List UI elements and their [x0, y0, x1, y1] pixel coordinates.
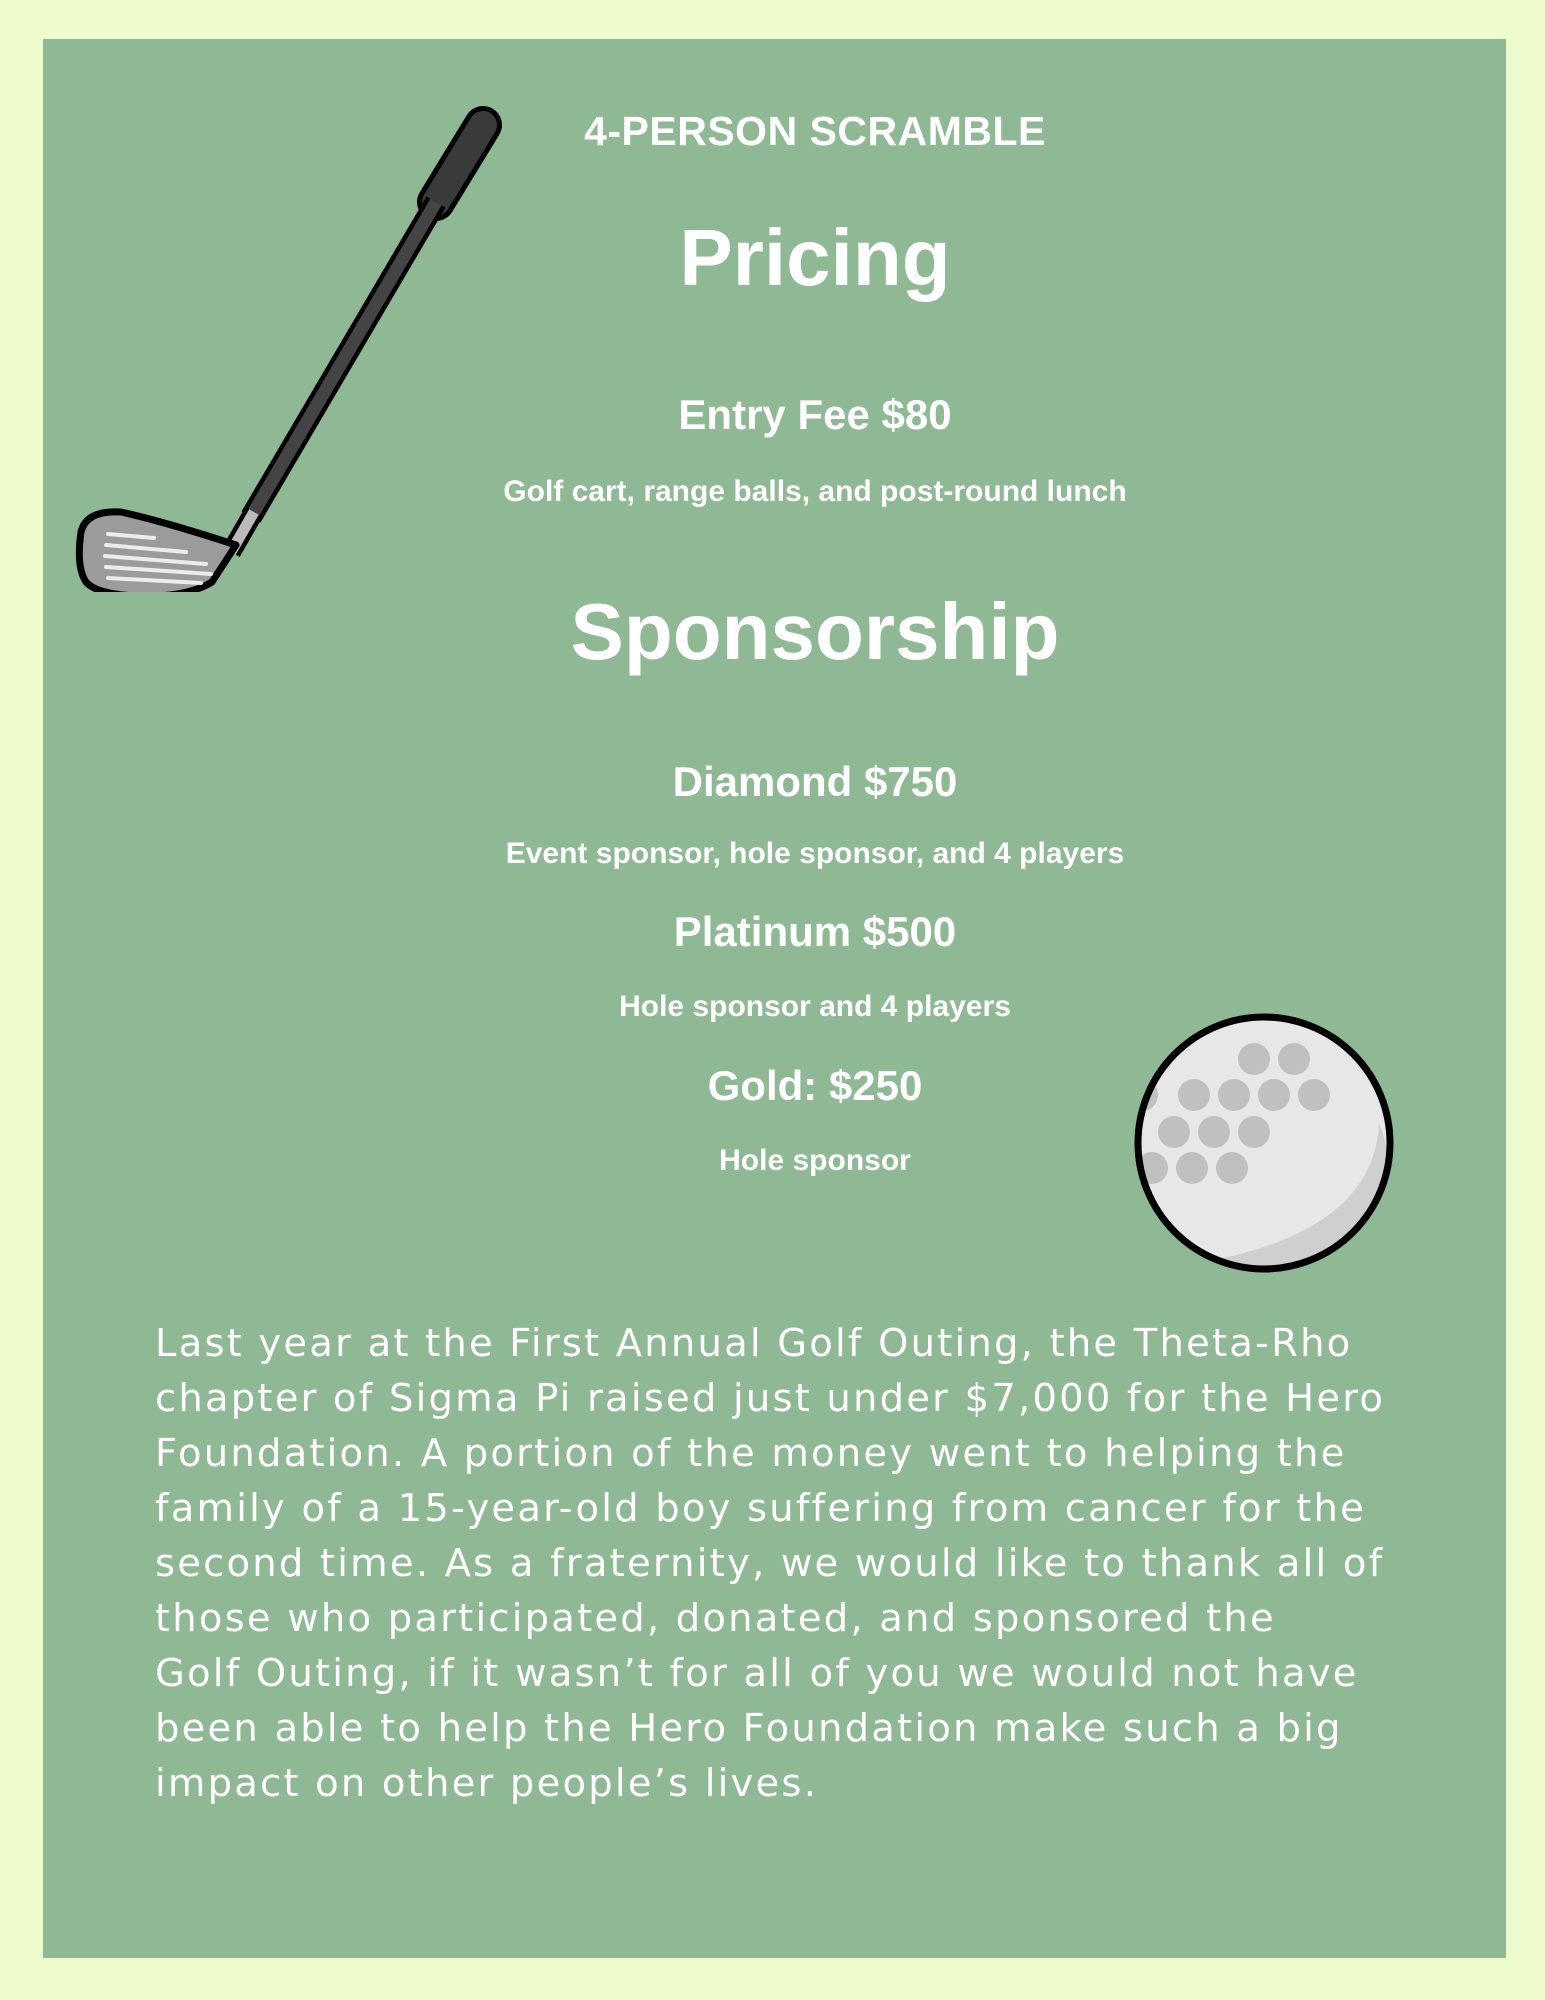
tier-gold-description: Hole sponsor [719, 1144, 911, 1177]
tier-gold-label: Gold: $250 [707, 1062, 923, 1109]
event-format-subtitle: 4-PERSON SCRAMBLE [584, 108, 1046, 154]
story-line: been able to help the Hero Foundation make such a big [155, 1706, 1343, 1751]
tier-diamond-description: Event sponsor, hole sponsor, and 4 players [505, 837, 1125, 870]
tier-platinum-description: Hole sponsor and 4 players [619, 990, 1011, 1023]
story-line: second time. As a fraternity, we would like to thank all of [155, 1541, 1385, 1586]
golf-ball-icon [1119, 998, 1409, 1288]
pricing-title: Pricing [679, 213, 951, 302]
story-line: impact on other people’s lives. [155, 1761, 819, 1806]
story-line: Golf Outing, if it wasn’t for all of you we would not have [155, 1651, 1359, 1696]
story-line: chapter of Sigma Pi raised just under $7,000 for the Hero [155, 1376, 1386, 1421]
tier-diamond-label: Diamond $750 [672, 758, 958, 805]
tier-platinum-label: Platinum $500 [673, 908, 957, 955]
story-line: Last year at the First Annual Golf Outing, the Theta-Rho [155, 1321, 1353, 1366]
sponsorship-title: Sponsorship [570, 587, 1060, 676]
entry-fee-description: Golf cart, range balls, and post-round lunch [503, 475, 1127, 508]
story-line: those who participated, donated, and sponsored the [155, 1596, 1276, 1641]
story-paragraph [155, 1316, 1455, 1811]
story-line: family of a 15-year-old boy suffering from cancer for the [155, 1486, 1366, 1531]
story-line: Foundation. A portion of the money went to helping the [155, 1431, 1347, 1476]
entry-fee: Entry Fee $80 [678, 391, 952, 438]
